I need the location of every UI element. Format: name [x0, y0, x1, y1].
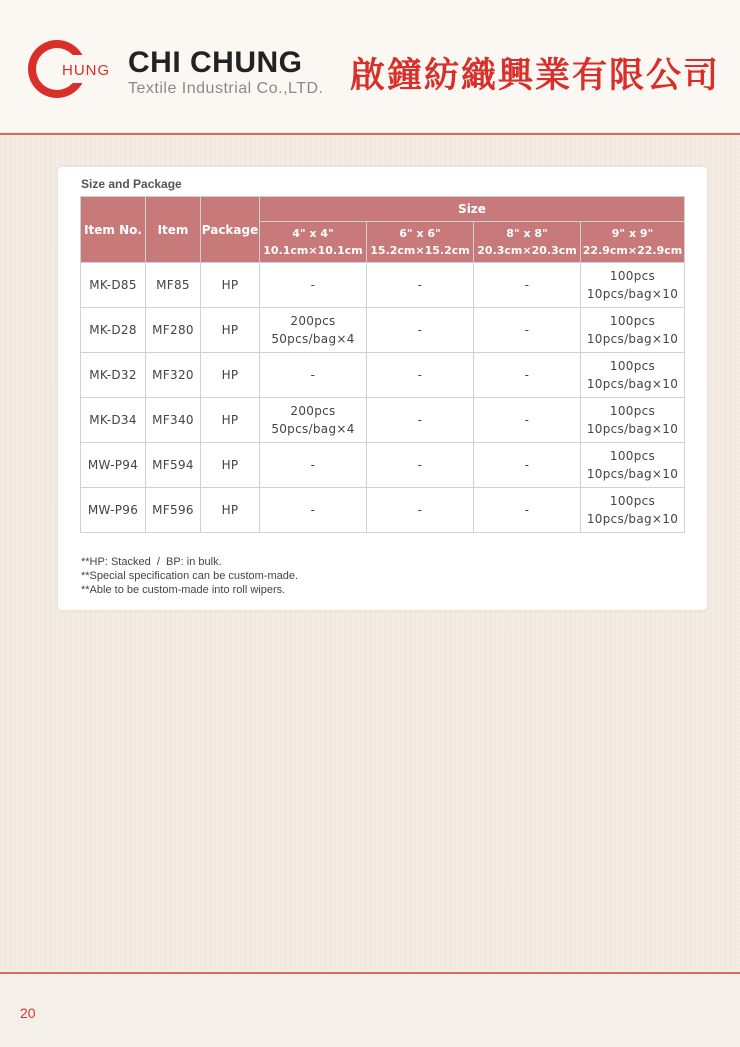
- cell-qty: 100pcs: [609, 494, 656, 508]
- cell-item-no: MK-D28: [81, 308, 145, 352]
- cell-qty: 200pcs: [290, 404, 336, 418]
- cell-item: MF320: [146, 353, 200, 397]
- footnote: **Able to be custom-made into roll wipers.: [81, 584, 286, 596]
- table-row: [81, 443, 684, 487]
- size-header-9x9: [581, 222, 684, 262]
- size-inch: 9" x 9": [611, 227, 654, 240]
- cell-package: HP: [201, 308, 259, 352]
- size-cm: 10.1cm×10.1cm: [263, 244, 363, 257]
- cell-size-4x4: [260, 308, 366, 352]
- cell-pack: 50pcs/bag×4: [271, 332, 355, 346]
- cell-size-6x6: -: [367, 488, 473, 532]
- cell-package: HP: [201, 488, 259, 532]
- cell-qty: 100pcs: [609, 314, 656, 328]
- company-name-zh: 啟鐘紡織興業有限公司: [350, 56, 721, 96]
- cell-size-6x6: -: [367, 308, 473, 352]
- cell-qty: -: [310, 368, 316, 382]
- cell-qty: -: [310, 503, 316, 517]
- cell-package: HP: [201, 443, 259, 487]
- col-header-package: Package: [201, 197, 259, 262]
- cell-qty: 100pcs: [609, 404, 656, 418]
- cell-size-8x8: -: [474, 398, 580, 442]
- logo-text: HUNG: [62, 62, 111, 79]
- footnote: **HP: Stacked / BP: in bulk.: [81, 556, 222, 568]
- cell-size-4x4: [260, 263, 366, 307]
- cell-item-no: MW-P96: [81, 488, 145, 532]
- size-package-panel: [58, 167, 707, 610]
- cell-qty: 200pcs: [290, 314, 336, 328]
- page-footer: [0, 974, 740, 1047]
- cell-size-4x4: [260, 443, 366, 487]
- cell-size-8x8: -: [474, 308, 580, 352]
- table-row: [81, 353, 684, 397]
- size-cm: 20.3cm×20.3cm: [477, 244, 577, 257]
- cell-package: HP: [201, 353, 259, 397]
- cell-item: MF280: [146, 308, 200, 352]
- cell-pack: 10pcs/bag×10: [586, 512, 679, 526]
- cell-size-9x9: [581, 263, 684, 307]
- col-header-size: Size: [260, 197, 684, 221]
- table-row: [81, 263, 684, 307]
- cell-item: MF594: [146, 443, 200, 487]
- cell-qty: -: [310, 458, 316, 472]
- cell-pack: 10pcs/bag×10: [586, 377, 679, 391]
- cell-size-6x6: -: [367, 398, 473, 442]
- table-row: [81, 308, 684, 352]
- cell-item-no: MK-D85: [81, 263, 145, 307]
- cell-pack: 50pcs/bag×4: [271, 422, 355, 436]
- section-title: Size and Package: [81, 177, 182, 191]
- cell-item: MF340: [146, 398, 200, 442]
- col-header-item: Item: [146, 197, 200, 262]
- size-inch: 4" x 4": [292, 227, 334, 240]
- footnotes: [81, 555, 298, 597]
- cell-size-9x9: [581, 353, 684, 397]
- cell-pack: 10pcs/bag×10: [586, 422, 679, 436]
- company-name-en: CHI CHUNG: [128, 46, 303, 79]
- cell-item-no: MW-P94: [81, 443, 145, 487]
- page-header: [0, 0, 740, 132]
- size-cm: 22.9cm×22.9cm: [582, 244, 683, 257]
- cell-qty: 100pcs: [609, 269, 656, 283]
- cell-item-no: MK-D34: [81, 398, 145, 442]
- company-subtitle: Textile Industrial Co.,LTD.: [128, 80, 324, 97]
- cell-size-8x8: -: [474, 443, 580, 487]
- cell-pack: 10pcs/bag×10: [586, 467, 679, 481]
- size-inch: 8" x 8": [506, 227, 548, 240]
- cell-item: MF596: [146, 488, 200, 532]
- cell-size-8x8: -: [474, 488, 580, 532]
- cell-size-9x9: [581, 398, 684, 442]
- cell-size-8x8: -: [474, 353, 580, 397]
- cell-pack: 10pcs/bag×10: [586, 287, 679, 301]
- cell-size-6x6: -: [367, 263, 473, 307]
- footnote: **Special specification can be custom-made.: [81, 570, 299, 582]
- table-row: [81, 398, 684, 442]
- cell-size-6x6: -: [367, 443, 473, 487]
- size-header-6x6: [367, 222, 473, 262]
- col-header-item-no: Item No.: [81, 197, 145, 262]
- cell-size-9x9: [581, 308, 684, 352]
- cell-item-no: MK-D32: [81, 353, 145, 397]
- table-row: [81, 488, 684, 532]
- size-cm: 15.2cm×15.2cm: [370, 244, 470, 257]
- cell-size-4x4: [260, 398, 366, 442]
- cell-size-9x9: [581, 443, 684, 487]
- top-divider: [0, 133, 740, 135]
- cell-qty: 100pcs: [609, 449, 656, 463]
- size-inch: 6" x 6": [399, 227, 441, 240]
- cell-size-6x6: -: [367, 353, 473, 397]
- cell-size-4x4: [260, 488, 366, 532]
- size-package-table: [80, 196, 685, 533]
- cell-size-8x8: -: [474, 263, 580, 307]
- cell-size-9x9: [581, 488, 684, 532]
- cell-qty: 100pcs: [609, 359, 656, 373]
- size-header-8x8: [474, 222, 580, 262]
- size-header-4x4: [260, 222, 366, 262]
- cell-package: HP: [201, 398, 259, 442]
- cell-size-4x4: [260, 353, 366, 397]
- cell-package: HP: [201, 263, 259, 307]
- cell-pack: 10pcs/bag×10: [586, 332, 679, 346]
- page-number: 20: [20, 1005, 36, 1021]
- cell-item: MF85: [146, 263, 200, 307]
- cell-qty: -: [310, 278, 316, 292]
